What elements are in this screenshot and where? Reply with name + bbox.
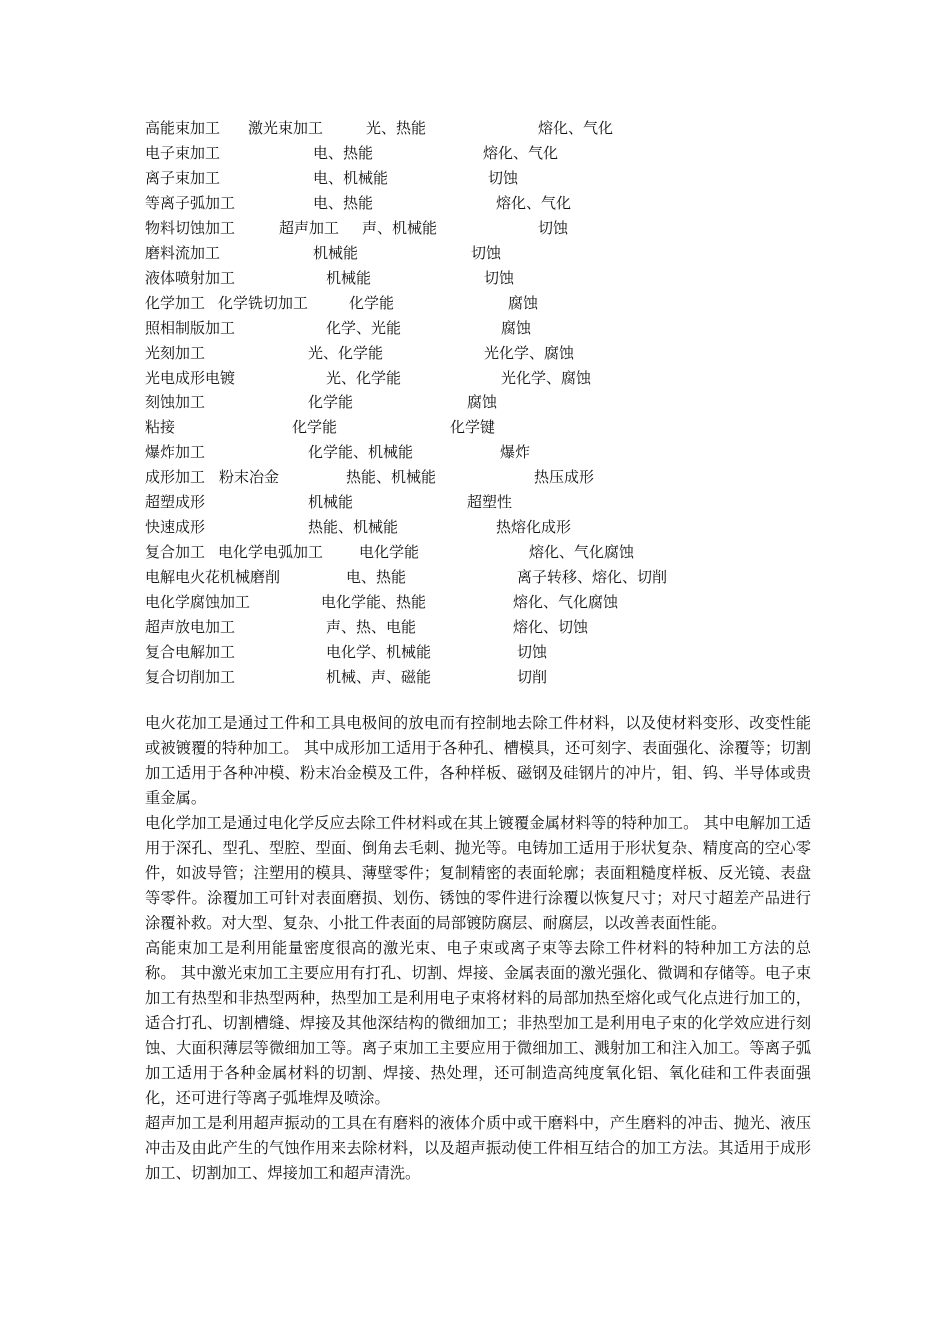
table-cell: 熔化、切蚀 [513,618,589,636]
table-cell: 切蚀 [517,642,548,661]
table-cell: 机械能 [326,268,372,287]
table-cell: 化学键 [450,418,496,437]
table-cell: 电、热能 [313,143,374,162]
table-cell: 超塑性 [467,493,513,512]
table-row [0,615,950,639]
table-cell: 超塑成形 [145,493,206,512]
table-cell: 切蚀 [471,243,502,262]
table-cell: 光刻加工 [145,343,206,362]
table-row [0,465,950,489]
table-cell: 化学能 [292,418,338,437]
table-cell: 激光束加工 [248,119,324,137]
table-cell: 粘接 [145,418,176,437]
table-row [0,665,950,689]
table-row [0,565,950,589]
table-cell: 离子束加工 [145,168,221,187]
table-cell: 物料切蚀加工 [145,218,236,237]
table-cell: 复合切削加工 [145,667,236,686]
table-cell: 热熔化成形 [496,518,572,537]
table-cell: 超声放电加工 [145,618,236,636]
table-cell: 切蚀 [488,168,519,187]
table-cell: 切削 [517,667,548,686]
table-cell: 磨料流加工 [145,243,221,262]
table-cell: 切蚀 [484,268,515,287]
table-cell: 声、热、电能 [326,618,417,636]
table-row [0,515,950,539]
table-cell: 爆炸 [500,443,531,462]
table-cell: 刻蚀加工 [145,393,206,412]
table-cell: 化学、光能 [326,318,402,337]
table-row [0,490,950,514]
paragraph-high-energy-beam: 高能束加工是利用能量密度很高的激光束、电子束或离子束等去除工件材料的特种加工方法的总称。 其中激光束加工主要应用有打孔、切割、焊接、金属表面的激光强化、微调和存储等。电子束加工有热型和非热型两种，热型加工是利用电子束将材料的局部加热至熔化或气化点进行加工的，适合打孔、切割槽缝、焊接及其他深结构的微细加工；非热型加工是利用电子束的化学效应进行刻蚀、大面积薄层等微细加工等。离子束加工主要应用于微细加工、溅射加工和注入加工。等离子弧加工适用于各种金属材料的切割、焊接、热处理，还可制造高纯度氧化铝、氧化硅和工件表面强化，还可进行等离子弧堆焊及喷涂。 [145,939,811,1107]
table-cell: 热能、机械能 [346,468,437,487]
table-cell: 热能、机械能 [308,518,399,537]
table-row [0,640,950,664]
table-row [0,266,950,290]
table-cell: 电化学电弧加工 [218,543,324,562]
table-cell: 照相制版加工 [145,318,236,337]
table-cell: 光化学、腐蚀 [501,368,592,387]
table-cell: 爆炸加工 [145,443,206,462]
description-section [145,711,811,1186]
table-cell: 液体喷射加工 [145,268,236,287]
table-cell: 化学加工 [145,293,206,312]
table-cell: 熔化、气化 [538,119,614,137]
table-cell: 电、热能 [313,193,374,212]
table-cell: 机械能 [308,493,354,512]
table-cell: 粉末冶金 [219,468,280,487]
table-row [0,241,950,265]
table-cell: 机械能 [313,243,359,262]
table-cell: 光电成形电镀 [145,368,236,387]
table-cell: 超声加工 [279,218,340,237]
table-cell: 电化学能 [359,543,420,562]
table-cell: 腐蚀 [467,393,498,412]
table-cell: 复合电解加工 [145,642,236,661]
table-row [0,216,950,240]
table-cell: 熔化、气化 [483,143,559,162]
table-row [0,590,950,614]
table-cell: 熔化、气化腐蚀 [513,593,619,612]
table-cell: 光、化学能 [326,368,402,387]
table-row [0,440,950,464]
table-cell: 化学能 [308,393,354,412]
table-cell: 腐蚀 [508,293,539,312]
table-cell: 熔化、气化 [496,193,572,212]
table-cell: 成形加工 [145,468,206,487]
table-cell: 高能束加工 [145,119,221,137]
table-row [0,390,950,414]
table-cell: 电化学腐蚀加工 [145,593,251,612]
table-row [0,141,950,165]
table-cell: 切蚀 [538,218,569,237]
table-cell: 声、机械能 [362,218,438,237]
table-row [0,415,950,439]
table-cell: 腐蚀 [501,318,532,337]
table-cell: 电子束加工 [145,143,221,162]
table-cell: 光、热能 [366,119,427,137]
table-cell: 化学铣切加工 [218,293,309,312]
table-cell: 电解电火花机械磨削 [145,568,281,587]
table-row [0,540,950,564]
table-cell: 热压成形 [534,468,595,487]
table-cell: 快速成形 [145,518,206,537]
table-row [0,166,950,190]
table-cell: 等离子弧加工 [145,193,236,212]
table-row [0,191,950,215]
table-row [0,291,950,315]
table-row [0,116,950,140]
table-cell: 电化学、机械能 [326,642,432,661]
table-cell: 电化学能、热能 [321,593,427,612]
paragraph-ultrasonic: 超声加工是利用超声振动的工具在有磨料的液体介质中或干磨料中，产生磨料的冲击、抛光、液压冲击及由此产生的气蚀作用来去除材料，以及超声振动使工件相互结合的加工方法。其适用于成形加工、切割加工、焊接加工和超声清洗。 [145,1114,811,1182]
table-cell: 机械、声、磁能 [326,667,432,686]
table-row [0,341,950,365]
table-cell: 熔化、气化腐蚀 [529,543,635,562]
table-cell: 复合加工 [145,543,206,562]
paragraph-electrochemical: 电化学加工是通过电化学反应去除工件材料或在其上镀覆金属材料等的特种加工。 其中电解加工适用于深孔、型孔、型腔、型面、倒角去毛刺、抛光等。电铸加工适用于形状复杂、精度高的空心零件，如波导管；注塑用的模具、薄壁零件；复制精密的表面轮廓；表面粗糙度样板、反光镜、表盘等零件。涂覆加工可针对表面磨损、划伤、锈蚀的零件进行涂覆以恢复尺寸；对尺寸超差产品进行涂覆补救。对大型、复杂、小批工件表面的局部镀防腐层、耐腐层，以改善表面性能。 [145,814,811,932]
table-cell: 离子转移、熔化、切削 [517,568,668,587]
table-cell: 光、化学能 [308,343,384,362]
table-cell: 光化学、腐蚀 [484,343,575,362]
table-row [0,316,950,340]
table-cell: 化学能、机械能 [308,443,414,462]
table-cell: 化学能 [349,293,395,312]
table-cell: 电、机械能 [313,168,389,187]
table-cell: 电、热能 [346,568,407,587]
table-row [0,366,950,390]
paragraph-edm: 电火花加工是通过工件和工具电极间的放电而有控制地去除工件材料，以及使材料变形、改变性能或被镀覆的特种加工。 其中成形加工适用于各种孔、槽模具，还可刻字、表面强化、涂覆等；切割加工适用于各种冲模、粉末冶金模及工件，各种样板、磁钢及硅钢片的冲片，钼、钨、半导体或贵重金属。 [145,714,811,807]
